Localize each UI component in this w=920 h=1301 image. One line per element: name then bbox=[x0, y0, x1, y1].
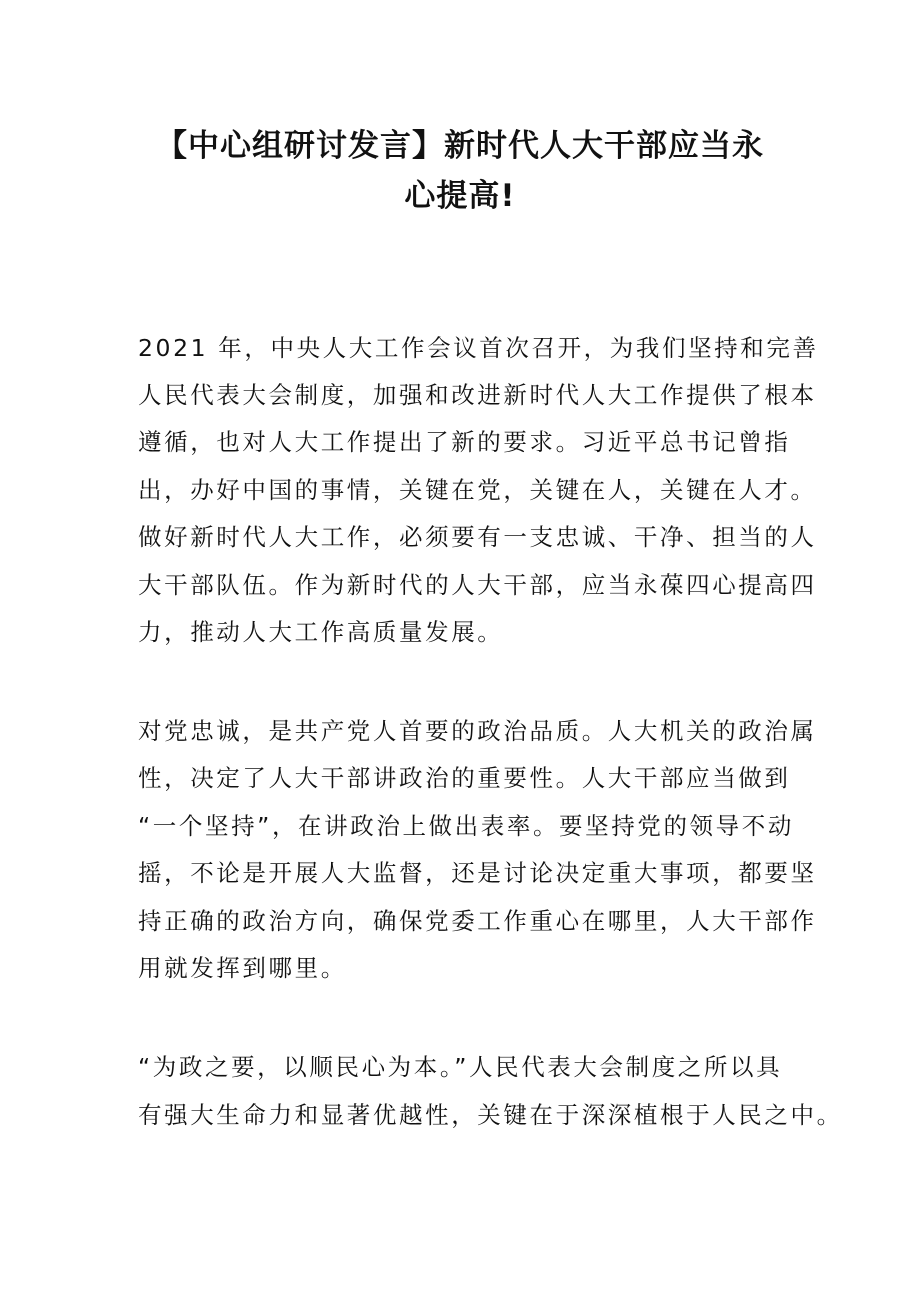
paragraph-1-line: 力，推动人大工作高质量发展。 bbox=[138, 618, 504, 646]
paragraph-1-line: 做好新时代人大工作，必须要有一支忠诚、干净、担当的人 bbox=[138, 523, 817, 551]
paragraph-2-line: “一个坚持”，在讲政治上做出表率。要坚持党的领导不动 bbox=[138, 812, 794, 840]
paragraph-2-line: 对党忠诚，是共产党人首要的政治品质。人大机关的政治属 bbox=[138, 717, 817, 745]
paragraph-1-line: 2021 年，中央人大工作会议首次召开，为我们坚持和完善 bbox=[138, 334, 819, 362]
paragraph-2-line: 持正确的政治方向，确保党委工作重心在哪里，人大干部作 bbox=[138, 907, 817, 935]
paragraph-1-line: 人民代表大会制度，加强和改进新时代人大工作提供了根本 bbox=[138, 381, 817, 409]
paragraph-1-line: 出，办好中国的事情，关键在党，关键在人，关键在人才。 bbox=[138, 476, 817, 504]
paragraph-2-line: 摇，不论是开展人大监督，还是讨论决定重大事项，都要坚 bbox=[138, 859, 817, 887]
paragraph-2-line: 性，决定了人大干部讲政治的重要性。人大干部应当做到 bbox=[138, 764, 791, 792]
document-title-line-2: 心提高! bbox=[404, 178, 516, 214]
paragraph-1-line: 大干部队伍。作为新时代的人大干部，应当永葆四心提高四 bbox=[138, 571, 817, 599]
paragraph-2-line: 用就发挥到哪里。 bbox=[138, 954, 347, 982]
paragraph-3-line: “为政之要，以顺民心为本。”人民代表大会制度之所以具 bbox=[138, 1053, 783, 1081]
document-title-line-1: 【中心组研讨发言】新时代人大干部应当永 bbox=[156, 128, 764, 164]
paragraph-1-line: 遵循，也对人大工作提出了新的要求。习近平总书记曾指 bbox=[138, 428, 791, 456]
paragraph-3-line: 有强大生命力和显著优越性，关键在于深深植根于人民之中。 bbox=[138, 1101, 843, 1129]
